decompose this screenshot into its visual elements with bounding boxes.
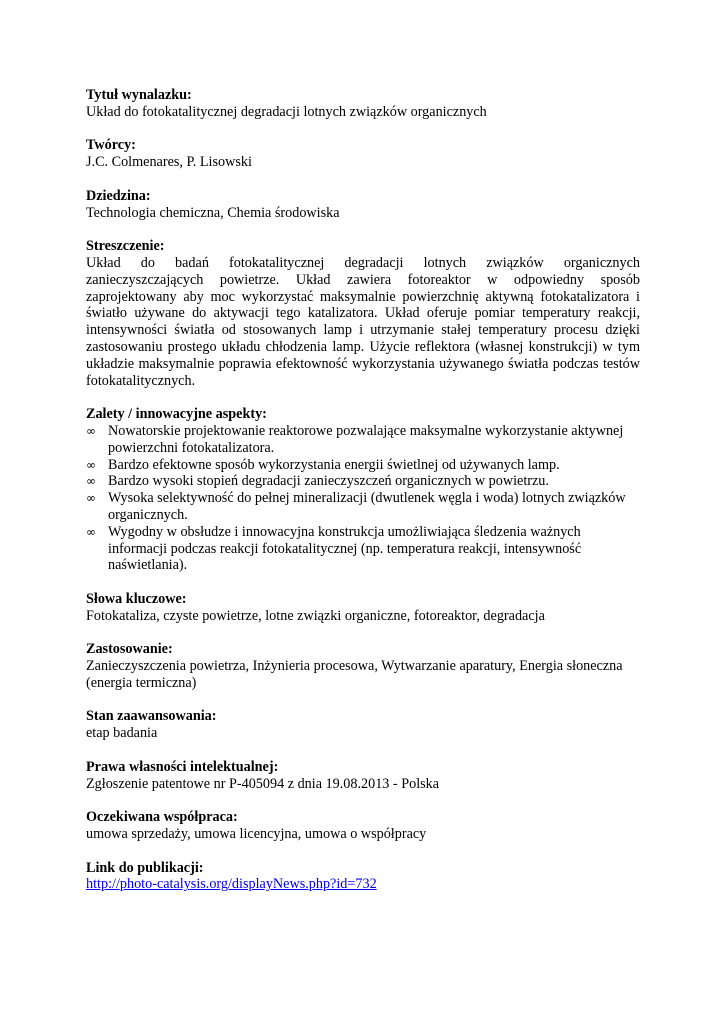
section-advantages — [86, 406, 640, 574]
list-item — [86, 457, 640, 474]
publication-heading: Link do publikacji: — [86, 859, 204, 876]
stage-heading: Stan zaawansowania: — [86, 708, 217, 725]
field-value: Technologia chemiczna, Chemia środowiska — [86, 204, 340, 221]
infinity-bullet-icon: ∞ — [86, 457, 96, 472]
invention-title-heading: Tytuł wynalazku: — [86, 87, 192, 103]
list-item — [86, 423, 640, 457]
list-item-text: Bardzo wysoki stopień degradacji zanieczyszczeń organicznych w powietrzu. — [108, 473, 549, 490]
invention-title-value: Układ do fotokatalitycznej degradacji lotnych związków organicznych — [86, 103, 487, 120]
section-invention-title — [86, 87, 640, 121]
section-field — [86, 188, 640, 222]
document-content — [86, 87, 640, 910]
field-heading: Dziedzina: — [86, 187, 151, 204]
infinity-bullet-icon: ∞ — [86, 524, 96, 539]
application-value: Zanieczyszczenia powietrza, Inżynieria procesowa, Wytwarzanie aparatury, Energia słoneczna (energia termiczna) — [86, 658, 623, 691]
publication-link[interactable]: http://photo-catalysis.org/displayNews.php?id=732 — [86, 876, 377, 893]
list-item — [86, 490, 640, 524]
list-item-text: Bardzo efektowne sposób wykorzystania energii świetlnej od używanych lamp. — [108, 456, 560, 473]
section-cooperation — [86, 809, 640, 843]
application-heading: Zastosowanie: — [86, 641, 173, 658]
section-stage — [86, 708, 640, 742]
list-item-text: Wysoka selektywność do pełnej mineralizacji (dwutlenek węgla i woda) lotnych związków organicznych. — [108, 490, 626, 523]
ip-value: Zgłoszenie patentowe nr P-405094 z dnia 19.08.2013 - Polska — [86, 775, 440, 792]
abstract-heading: Streszczenie: — [86, 238, 165, 255]
list-item — [86, 524, 640, 574]
keywords-value: Fotokataliza, czyste powietrze, lotne związki organiczne, fotoreaktor, degradacja — [86, 607, 545, 624]
ip-heading: Prawa własności intelektualnej: — [86, 758, 279, 775]
section-abstract — [86, 238, 640, 389]
list-item-text: Wygodny w obsłudze i innowacyjna konstrukcja umożliwiająca śledzenia ważnych informacji podczas reakcji fotokatalitycznej (np. temperatura reakcji, intensywność naświetlania). — [108, 523, 582, 574]
section-application — [86, 641, 640, 691]
advantages-heading: Zalety / innowacyjne aspekty: — [86, 406, 267, 423]
cooperation-value: umowa sprzedaży, umowa licencyjna, umowa o współpracy — [86, 826, 427, 843]
authors-value: J.C. Colmenares, P. Lisowski — [86, 154, 252, 171]
section-publication — [86, 860, 640, 894]
advantages-list — [86, 423, 640, 574]
abstract-text: Układ do badań fotokatalitycznej degradacji lotnych związków organicznych zanieczyszczających powietrze. Układ zawiera fotoreaktor w odpowiedny sposób zaprojektowany aby moc wykorzystać maksymalnie powierzchnię aktywną fotokatalizatora i światło używane do aktywacji tego katalizatora. Układ oferuje pomiar temperatury reakcji, intensywności światła od stosowanych lamp i utrzymanie stałej temperatury procesu dzięki zastosowaniu prostego układu chłodzenia lamp. Użycie reflektora (własnej konstrukcji) w tym układzie maksymalnie poprawia efektowność wykorzystania używanego światła podczas testów fotokatalitycznych. — [86, 254, 640, 389]
infinity-bullet-icon: ∞ — [86, 423, 96, 438]
list-item-text: Nowatorskie projektowanie reaktorowe pozwalające maksymalne wykorzystanie aktywnej powierzchni fotokatalizatora. — [108, 422, 624, 456]
cooperation-heading: Oczekiwana współpraca: — [86, 809, 238, 826]
stage-value: etap badania — [86, 725, 158, 742]
section-keywords — [86, 591, 640, 625]
infinity-bullet-icon: ∞ — [86, 474, 96, 489]
authors-heading: Twórcy: — [86, 137, 136, 154]
section-ip-rights — [86, 759, 640, 793]
keywords-heading: Słowa kluczowe: — [86, 590, 187, 607]
section-authors — [86, 137, 640, 171]
list-item — [86, 473, 640, 490]
infinity-bullet-icon: ∞ — [86, 491, 96, 506]
